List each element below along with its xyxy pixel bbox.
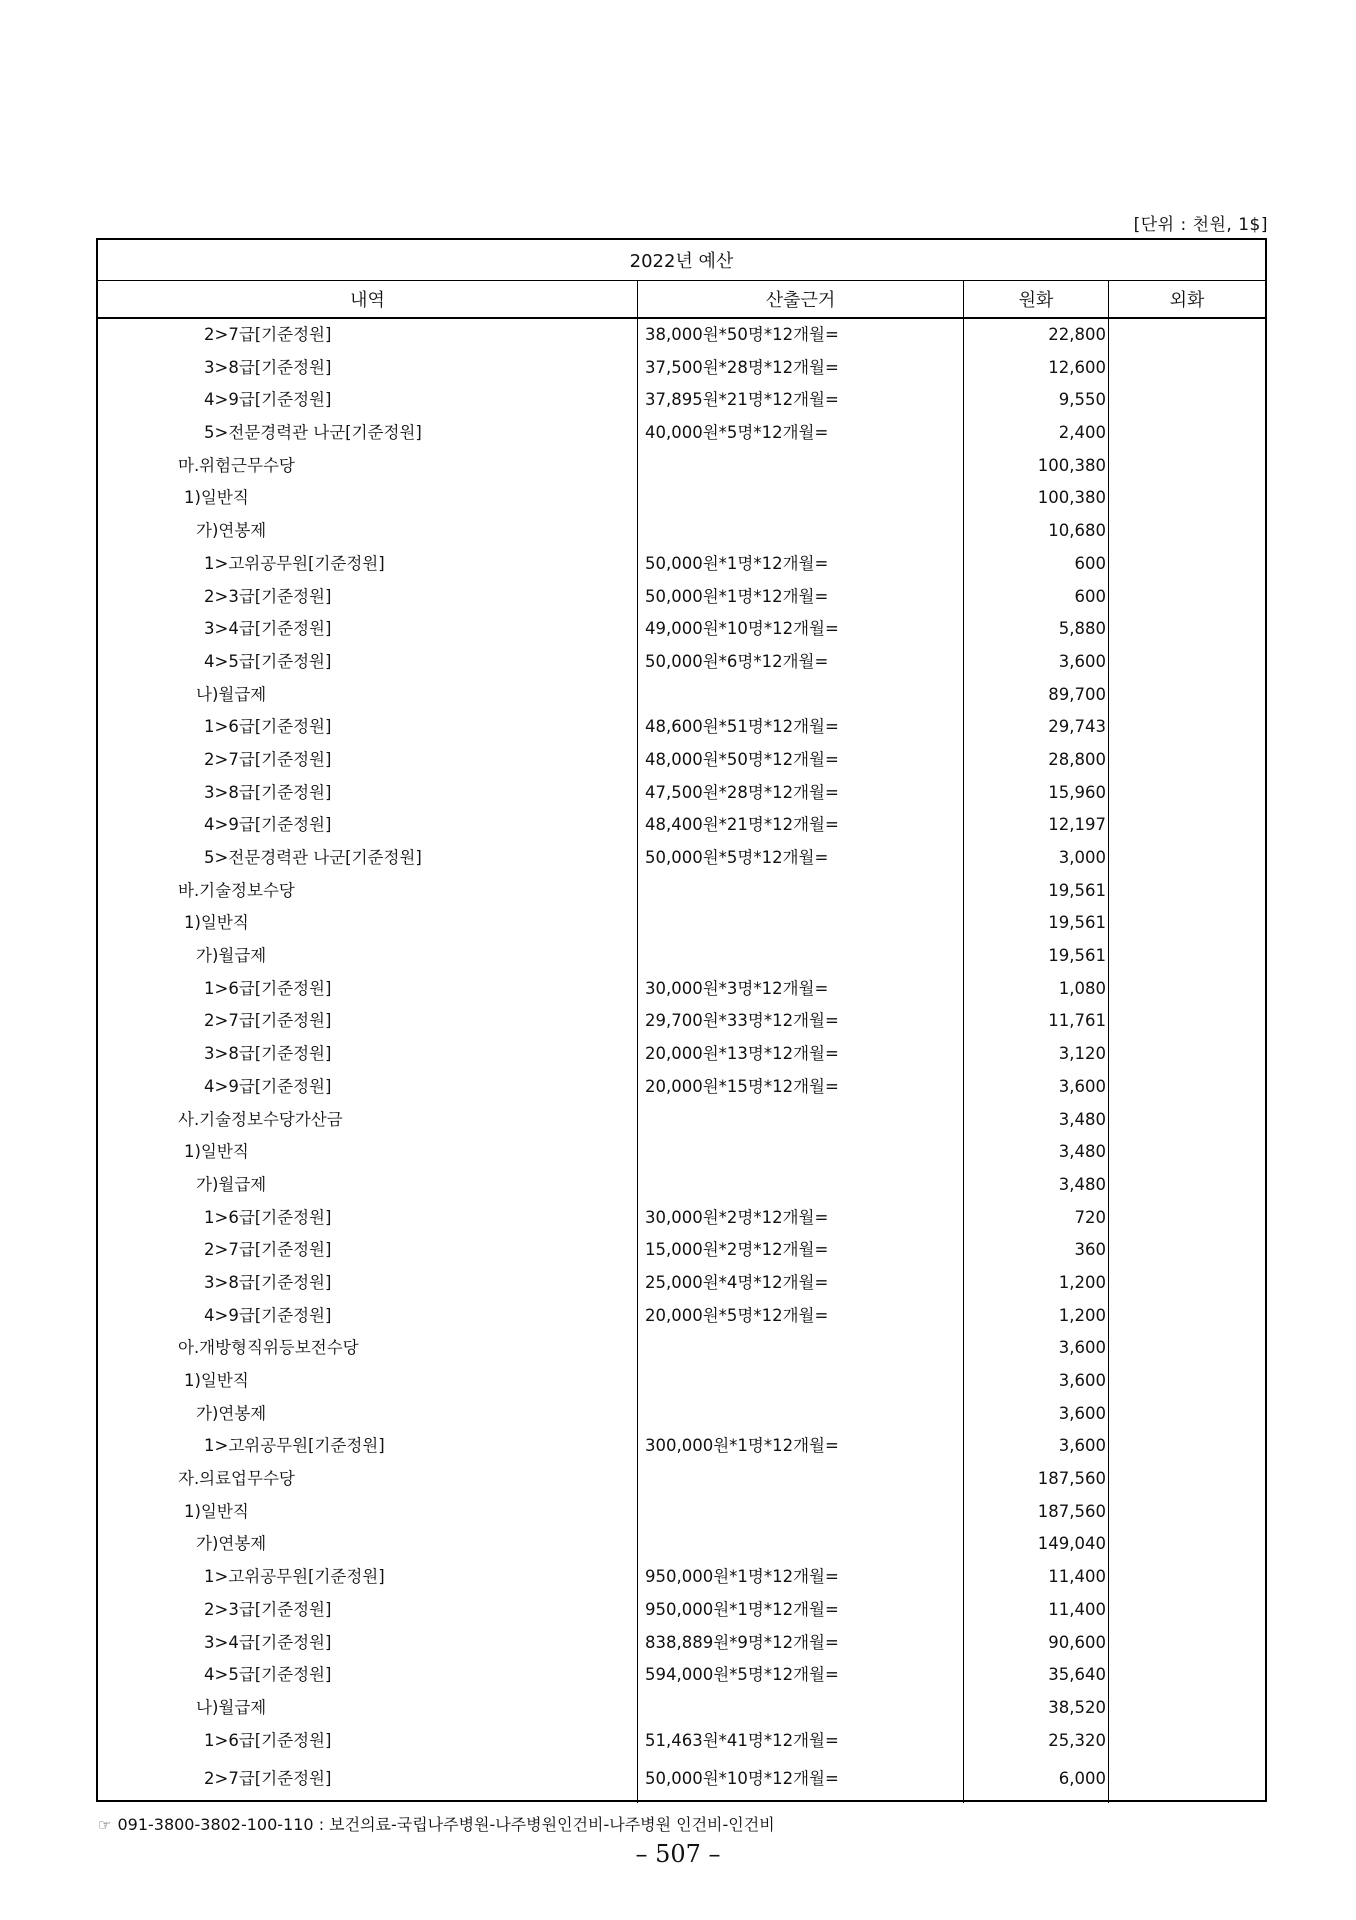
row-krw: 3,600 (1058, 1403, 1106, 1423)
row-fx (1109, 515, 1265, 548)
row-fx (1109, 384, 1265, 417)
row-fx (1109, 744, 1265, 777)
row-krw: 6,000 (1058, 1769, 1106, 1789)
row-krw: 9,550 (1058, 390, 1106, 410)
row-item: 2>7급[기준정원] (204, 325, 332, 344)
row-item: 5>전문경력관 나군[기준정원] (204, 848, 422, 867)
row-fx (1109, 417, 1265, 450)
row-fx (1109, 1692, 1265, 1725)
row-fx (1109, 1398, 1265, 1431)
row-basis: 48,600원*51명*12개월= (645, 717, 839, 737)
row-krw: 3,480 (1058, 1142, 1106, 1162)
row-item: 1)일반직 (184, 913, 249, 933)
row-basis: 47,500원*28명*12개월= (645, 782, 839, 802)
row-krw: 38,520 (1048, 1697, 1106, 1717)
row-krw: 187,560 (1037, 1469, 1106, 1489)
row-basis (638, 515, 963, 548)
row-item: 1)일반직 (184, 488, 249, 508)
row-fx (1109, 581, 1265, 614)
fx-column (1109, 319, 1265, 1803)
footer-account-path (98, 1812, 775, 1835)
row-basis (638, 907, 963, 940)
row-fx (1109, 777, 1265, 810)
item-column (98, 319, 638, 1803)
row-item: 자.의료업무수당 (178, 1469, 295, 1489)
table-header-row (98, 281, 1265, 319)
row-item: 가)연봉제 (196, 521, 267, 541)
row-fx (1109, 1561, 1265, 1594)
row-item: 3>8급[기준정원] (204, 1044, 332, 1064)
table-body (98, 319, 1265, 1803)
row-item: 4>9급[기준정원] (204, 390, 332, 410)
row-krw: 600 (1074, 553, 1106, 573)
row-basis: 950,000원*1명*12개월= (645, 1567, 839, 1587)
row-krw: 187,560 (1037, 1501, 1106, 1521)
row-krw: 11,400 (1048, 1599, 1106, 1619)
row-item: 아.개방형직위등보전수당 (178, 1338, 359, 1358)
row-fx (1109, 711, 1265, 744)
basis-column (638, 319, 964, 1803)
row-basis (638, 450, 963, 483)
account-code: 091-3800-3802-100-110 : 보건의료-국립나주병원-나주병원인건비-나주병원 인건비-인건비 (117, 1815, 775, 1834)
row-item: 1>6급[기준정원] (204, 978, 332, 998)
row-fx (1109, 613, 1265, 646)
row-basis: 40,000원*5명*12개월= (645, 423, 829, 443)
row-fx (1109, 1104, 1265, 1137)
row-basis (638, 875, 963, 908)
row-basis: 50,000원*1명*12개월= (645, 553, 829, 573)
row-fx (1109, 1169, 1265, 1202)
row-item: 나)월급제 (196, 1697, 267, 1717)
row-fx (1109, 842, 1265, 875)
row-item: 4>5급[기준정원] (204, 651, 332, 671)
row-krw: 29,743 (1048, 717, 1106, 737)
row-krw: 22,800 (1048, 325, 1106, 344)
row-item: 바.기술정보수당 (178, 880, 295, 900)
row-item: 3>8급[기준정원] (204, 1272, 332, 1292)
row-krw: 3,600 (1058, 1076, 1106, 1096)
row-basis: 49,000원*10명*12개월= (645, 619, 839, 639)
row-krw: 3,480 (1058, 1109, 1106, 1129)
header-fx: 외화 (1169, 290, 1205, 311)
row-basis: 25,000원*4명*12개월= (645, 1272, 829, 1292)
row-fx (1109, 1038, 1265, 1071)
row-item: 3>4급[기준정원] (204, 619, 332, 639)
row-item: 3>4급[기준정원] (204, 1632, 332, 1652)
row-fx (1109, 1071, 1265, 1104)
row-item: 1>6급[기준정원] (204, 1730, 332, 1750)
row-item: 가)연봉제 (196, 1403, 267, 1423)
row-basis: 37,895원*21명*12개월= (645, 390, 839, 410)
row-krw: 360 (1074, 1240, 1106, 1260)
row-basis: 37,500원*28명*12개월= (645, 357, 839, 377)
row-item: 4>9급[기준정원] (204, 1076, 332, 1096)
row-basis: 20,000원*5명*12개월= (645, 1305, 829, 1325)
row-basis: 50,000원*10명*12개월= (645, 1769, 839, 1789)
row-basis (638, 1496, 963, 1529)
row-item: 2>7급[기준정원] (204, 1769, 332, 1789)
row-krw: 89,700 (1048, 684, 1106, 704)
row-krw: 35,640 (1048, 1665, 1106, 1685)
row-krw: 12,600 (1048, 357, 1106, 377)
row-krw: 3,000 (1058, 848, 1106, 867)
row-item: 4>9급[기준정원] (204, 1305, 332, 1325)
row-fx (1109, 319, 1265, 352)
row-item: 1)일반직 (184, 1371, 249, 1390)
row-krw: 3,600 (1058, 651, 1106, 671)
row-fx (1109, 875, 1265, 908)
row-basis (638, 1332, 963, 1365)
row-basis: 15,000원*2명*12개월= (645, 1240, 829, 1260)
row-fx (1109, 1300, 1265, 1333)
row-item: 1)일반직 (184, 1142, 249, 1162)
row-item: 2>7급[기준정원] (204, 1240, 332, 1260)
row-basis (638, 1365, 963, 1398)
row-fx (1109, 1267, 1265, 1300)
row-fx (1109, 646, 1265, 679)
row-fx (1109, 940, 1265, 973)
row-basis: 50,000원*6명*12개월= (645, 651, 829, 671)
row-item: 2>7급[기준정원] (204, 749, 332, 769)
row-basis: 50,000원*1명*12개월= (645, 586, 829, 606)
row-fx (1109, 1136, 1265, 1169)
row-basis (638, 1692, 963, 1725)
row-basis: 300,000원*1명*12개월= (645, 1436, 839, 1456)
row-basis: 48,000원*50명*12개월= (645, 749, 839, 769)
row-fx (1109, 973, 1265, 1006)
row-item: 3>8급[기준정원] (204, 782, 332, 802)
row-fx (1109, 482, 1265, 515)
row-basis: 20,000원*15명*12개월= (645, 1076, 839, 1096)
row-krw: 15,960 (1048, 782, 1106, 802)
row-fx (1109, 1365, 1265, 1398)
row-fx (1109, 1757, 1265, 1801)
row-krw: 28,800 (1048, 749, 1106, 769)
row-fx (1109, 548, 1265, 581)
row-item: 5>전문경력관 나군[기준정원] (204, 423, 422, 443)
row-fx (1109, 1528, 1265, 1561)
row-fx (1109, 1005, 1265, 1038)
row-item: 3>8급[기준정원] (204, 357, 332, 377)
row-fx (1109, 1496, 1265, 1529)
row-krw: 3,120 (1058, 1044, 1106, 1064)
row-krw: 11,761 (1048, 1011, 1106, 1031)
row-basis (638, 1104, 963, 1137)
row-basis: 38,000원*50명*12개월= (645, 325, 839, 344)
row-krw: 720 (1074, 1207, 1106, 1227)
row-fx (1109, 1234, 1265, 1267)
row-basis (638, 482, 963, 515)
row-krw: 3,600 (1058, 1436, 1106, 1456)
row-krw: 11,400 (1048, 1567, 1106, 1587)
pointing-hand-icon: ☞ (98, 1816, 112, 1834)
row-item: 마.위험근무수당 (178, 455, 295, 475)
budget-table (96, 238, 1267, 1802)
row-basis (638, 1169, 963, 1202)
header-basis: 산출근거 (638, 281, 964, 317)
row-item: 가)월급제 (196, 946, 267, 966)
row-item: 1>6급[기준정원] (204, 1207, 332, 1227)
row-fx (1109, 1430, 1265, 1463)
row-item: 2>3급[기준정원] (204, 586, 332, 606)
krw-column (964, 319, 1109, 1803)
page-number: – 507 – (635, 1840, 721, 1868)
row-fx (1109, 679, 1265, 712)
row-basis (638, 1398, 963, 1431)
row-item: 2>7급[기준정원] (204, 1011, 332, 1031)
row-fx (1109, 450, 1265, 483)
row-item: 1)일반직 (184, 1501, 249, 1521)
row-basis (638, 1528, 963, 1561)
row-basis (638, 679, 963, 712)
row-krw: 5,880 (1058, 619, 1106, 639)
row-item: 4>9급[기준정원] (204, 815, 332, 835)
row-krw: 149,040 (1037, 1534, 1106, 1554)
table-title: 2022년 예산 (98, 240, 1265, 281)
row-basis (638, 1136, 963, 1169)
row-basis: 29,700원*33명*12개월= (645, 1011, 839, 1031)
row-basis (638, 940, 963, 973)
row-item: 가)월급제 (196, 1174, 267, 1194)
row-krw: 3,600 (1058, 1371, 1106, 1390)
unit-note: [단위 : 천원, 1$] (1133, 215, 1268, 235)
row-item: 나)월급제 (196, 684, 267, 704)
row-fx (1109, 907, 1265, 940)
row-item: 4>5급[기준정원] (204, 1665, 332, 1685)
row-basis: 30,000원*3명*12개월= (645, 978, 829, 998)
row-item: 1>고위공무원[기준정원] (204, 1436, 385, 1456)
row-krw: 12,197 (1048, 815, 1106, 835)
row-fx (1109, 1463, 1265, 1496)
row-fx (1109, 1594, 1265, 1627)
row-krw: 3,600 (1058, 1338, 1106, 1358)
row-basis (638, 1463, 963, 1496)
row-basis: 20,000원*13명*12개월= (645, 1044, 839, 1064)
row-krw: 1,080 (1058, 978, 1106, 998)
row-krw: 19,561 (1048, 946, 1106, 966)
row-fx (1109, 1725, 1265, 1758)
row-fx (1109, 1332, 1265, 1365)
row-krw: 100,380 (1037, 455, 1106, 475)
row-item: 1>고위공무원[기준정원] (204, 553, 385, 573)
row-basis: 51,463원*41명*12개월= (645, 1730, 839, 1750)
row-basis: 594,000원*5명*12개월= (645, 1665, 839, 1685)
row-krw: 90,600 (1048, 1632, 1106, 1652)
row-krw: 600 (1074, 586, 1106, 606)
row-item: 2>3급[기준정원] (204, 1599, 332, 1619)
row-krw: 19,561 (1048, 880, 1106, 900)
row-fx (1109, 1627, 1265, 1660)
header-krw: 원화 (964, 281, 1109, 317)
row-basis: 30,000원*2명*12개월= (645, 1207, 829, 1227)
row-krw: 25,320 (1048, 1730, 1106, 1750)
row-krw: 3,480 (1058, 1174, 1106, 1194)
row-krw: 100,380 (1037, 488, 1106, 508)
row-krw: 1,200 (1058, 1272, 1106, 1292)
row-fx (1109, 352, 1265, 385)
row-fx (1109, 1202, 1265, 1235)
row-fx (1109, 1659, 1265, 1692)
row-basis: 48,400원*21명*12개월= (645, 815, 839, 835)
row-fx (1109, 809, 1265, 842)
row-item: 가)연봉제 (196, 1534, 267, 1554)
row-krw: 2,400 (1058, 423, 1106, 443)
row-item: 1>고위공무원[기준정원] (204, 1567, 385, 1587)
row-krw: 10,680 (1048, 521, 1106, 541)
row-basis: 838,889원*9명*12개월= (645, 1632, 839, 1652)
header-item: 내역 (98, 281, 638, 317)
row-item: 1>6급[기준정원] (204, 717, 332, 737)
row-krw: 19,561 (1048, 913, 1106, 933)
row-basis: 50,000원*5명*12개월= (645, 848, 829, 867)
row-item: 사.기술정보수당가산금 (178, 1109, 343, 1129)
row-basis: 950,000원*1명*12개월= (645, 1599, 839, 1619)
row-krw: 1,200 (1058, 1305, 1106, 1325)
